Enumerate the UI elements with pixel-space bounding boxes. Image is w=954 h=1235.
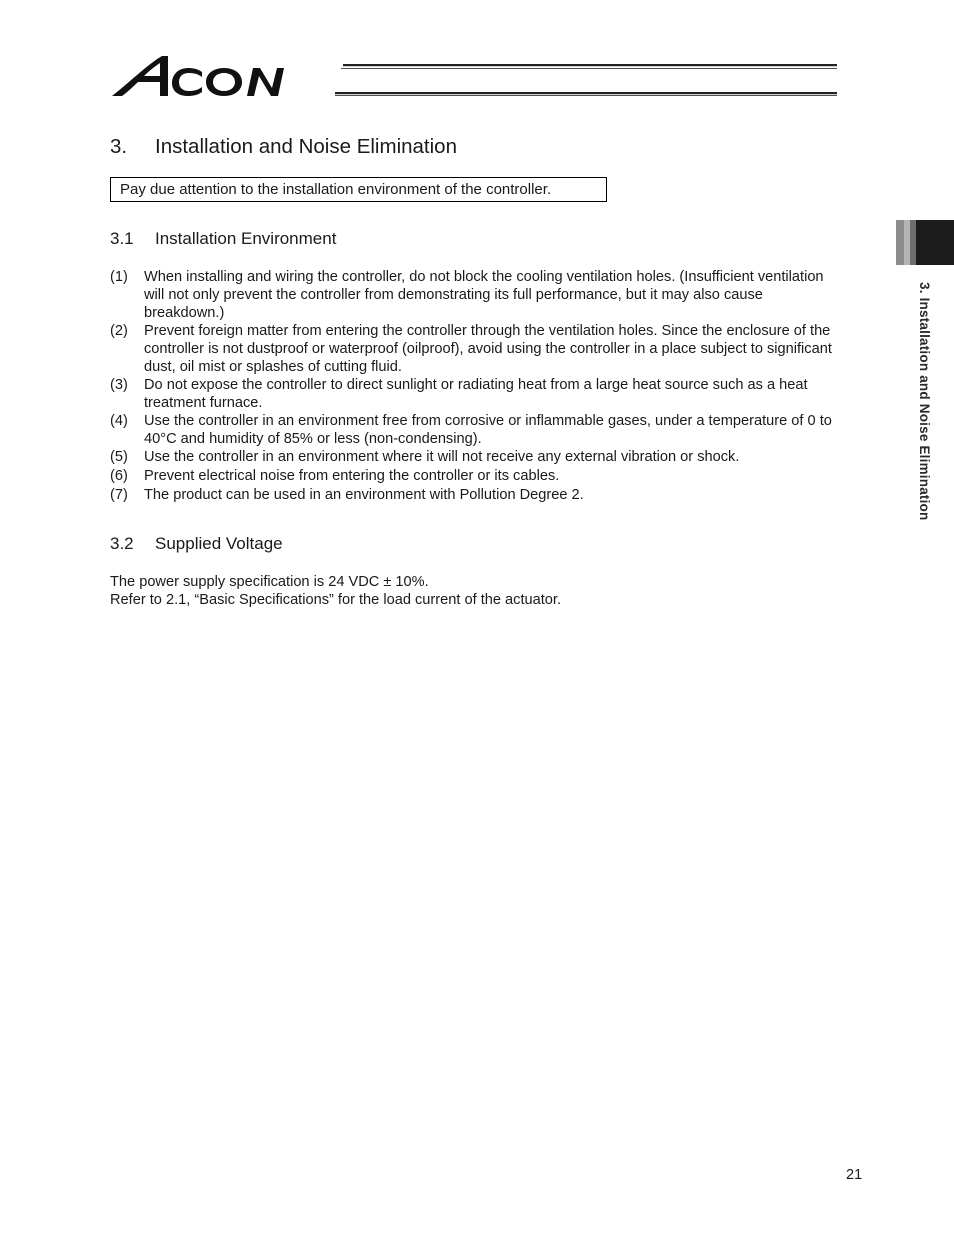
list-item-marker: (6) <box>110 468 128 484</box>
list-item <box>110 412 840 448</box>
list-item <box>110 268 840 322</box>
list-item-marker: (2) <box>110 323 128 339</box>
section-title-supplied-voltage <box>110 533 283 555</box>
acon-logo <box>110 52 340 100</box>
chapter-number: 3. <box>110 135 128 158</box>
list-item-marker: (4) <box>110 413 128 429</box>
list-item-text: Use the controller in an environment where it will not receive any external vibration or shock. <box>144 449 740 465</box>
section-title-text: Installation Environment <box>155 229 337 248</box>
list-item <box>110 486 840 504</box>
chapter-title-text: Installation and Noise Elimination <box>155 135 457 158</box>
list-item <box>110 322 840 376</box>
supplied-voltage-paragraph <box>110 574 561 609</box>
section-title-text: Supplied Voltage <box>155 534 283 553</box>
installation-environment-list <box>110 268 840 504</box>
section-title-installation-environment <box>110 228 336 250</box>
list-item-text: Prevent foreign matter from entering the controller through the ventilation holes. Since the enclosure of the controller is not dustproof or waterproof (oilproof), avoid using the controller in a place subject to significant dust, oil mist or splashes of cutting fluid. <box>144 323 832 375</box>
chapter-title <box>110 134 457 160</box>
list-item-text: Do not expose the controller to direct sunlight or radiating heat from a large heat source such as a heat treatment furnace. <box>144 377 808 411</box>
list-item-text: Use the controller in an environment free from corrosive or inflammable gases, under a temperature of 0 to 40°C and humidity of 85% or less (non-condensing). <box>144 413 832 447</box>
list-item-marker: (5) <box>110 449 128 465</box>
list-item-marker: (7) <box>110 487 128 503</box>
list-item-marker: (3) <box>110 377 128 393</box>
list-item <box>110 467 840 485</box>
section-number: 3.1 <box>110 229 134 248</box>
list-item-text: When installing and wiring the controller, do not block the cooling ventilation holes. (Insufficient ventilation will not only prevent the controller from demonstrating its full performance, but it may also cause breakdown.) <box>144 269 824 321</box>
chapter-tab-marker <box>896 220 954 265</box>
list-item-text: The product can be used in an environment with Pollution Degree 2. <box>144 487 584 503</box>
paragraph-line: The power supply specification is 24 VDC ± 10%. <box>110 574 429 590</box>
side-chapter-label: 3. Installation and Noise Elimination <box>917 282 932 521</box>
section-number: 3.2 <box>110 534 134 553</box>
list-item <box>110 448 840 466</box>
list-item-marker: (1) <box>110 269 128 285</box>
header-rule <box>335 64 837 96</box>
list-item <box>110 376 840 412</box>
notice-box: Pay due attention to the installation environment of the controller. <box>110 177 607 202</box>
paragraph-line: Refer to 2.1, “Basic Specifications” for the load current of the actuator. <box>110 591 562 608</box>
list-item-text: Prevent electrical noise from entering the controller or its cables. <box>144 468 560 484</box>
page-number: 21 <box>846 1167 863 1183</box>
